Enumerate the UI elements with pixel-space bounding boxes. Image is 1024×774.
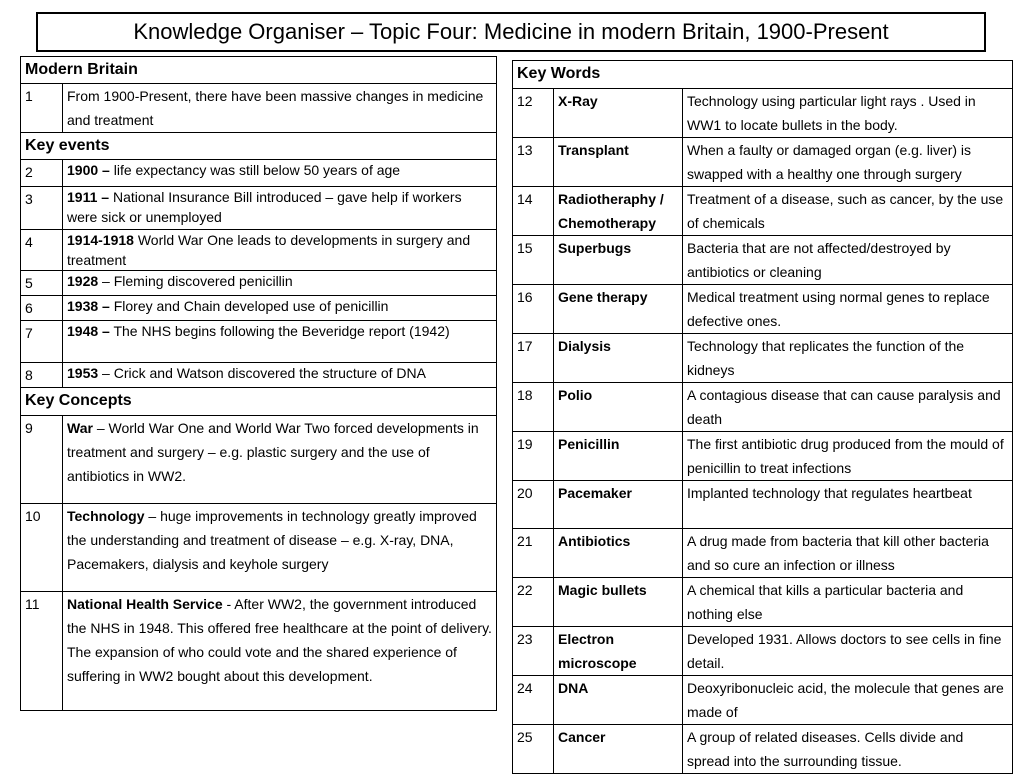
modern-britain-heading: Modern Britain <box>21 57 497 84</box>
concept-text <box>63 416 497 504</box>
row-number: 5 <box>21 271 63 296</box>
key-word-definition: A chemical that kills a particular bacteria and nothing else <box>683 578 1013 627</box>
row-number: 17 <box>513 334 554 383</box>
row-number: 4 <box>21 230 63 271</box>
key-word-term: Superbugs <box>554 236 683 285</box>
concept-text <box>63 592 497 711</box>
key-word-definition: The first antibiotic drug produced from the mould of penicillin to treat infections <box>683 432 1013 481</box>
row-number: 25 <box>513 725 554 774</box>
event-desc: National Insurance Bill introduced – gave help if workers were sick or unemployed <box>67 189 462 225</box>
event-text <box>63 187 497 230</box>
key-words-heading: Key Words <box>513 61 1013 89</box>
key-word-term: Pacemaker <box>554 481 683 529</box>
event-desc: Florey and Chain developed use of penicillin <box>109 298 389 314</box>
key-word-term: Electron microscope <box>554 627 683 676</box>
key-word-definition: Developed 1931. Allows doctors to see cells in fine detail. <box>683 627 1013 676</box>
key-word-term: Transplant <box>554 138 683 187</box>
key-word-definition: When a faulty or damaged organ (e.g. liver) is swapped with a healthy one through surgery <box>683 138 1013 187</box>
key-word-definition: A contagious disease that can cause paralysis and death <box>683 383 1013 432</box>
key-concepts-heading: Key Concepts <box>21 388 497 416</box>
key-word-definition: Technology that replicates the function of the kidneys <box>683 334 1013 383</box>
event-year: 1938 – <box>67 298 110 314</box>
row-number: 14 <box>513 187 554 236</box>
key-words-table <box>512 60 1013 774</box>
event-year: 1911 – <box>67 189 110 205</box>
row-number: 16 <box>513 285 554 334</box>
event-desc: – Fleming discovered penicillin <box>98 273 293 289</box>
key-word-definition: Bacteria that are not affected/destroyed by antibiotics or cleaning <box>683 236 1013 285</box>
event-year: 1928 <box>67 273 99 289</box>
event-text <box>63 230 497 271</box>
page-title-text: Knowledge Organiser – Topic Four: Medicine in modern Britain, 1900-Present <box>133 19 889 44</box>
concept-title: Technology <box>67 508 145 524</box>
key-word-term: Gene therapy <box>554 285 683 334</box>
row-number: 6 <box>21 296 63 321</box>
row-number: 3 <box>21 187 63 230</box>
key-word-term: Antibiotics <box>554 529 683 578</box>
event-text <box>63 160 497 187</box>
row-number: 20 <box>513 481 554 529</box>
key-word-term: Cancer <box>554 725 683 774</box>
key-word-definition: A drug made from bacteria that kill other bacteria and so cure an infection or illness <box>683 529 1013 578</box>
timeline-table <box>20 56 497 711</box>
event-year: 1900 – <box>67 162 110 178</box>
event-text <box>63 296 497 321</box>
key-word-definition: Implanted technology that regulates heartbeat <box>683 481 1013 529</box>
row-number: 19 <box>513 432 554 481</box>
key-word-definition: Deoxyribonucleic acid, the molecule that genes are made of <box>683 676 1013 725</box>
key-word-definition: A group of related diseases. Cells divide and spread into the surrounding tissue. <box>683 725 1013 774</box>
event-text <box>63 271 497 296</box>
concept-text <box>63 504 497 592</box>
row-number: 2 <box>21 160 63 187</box>
concept-title: War <box>67 420 93 436</box>
concept-desc: – World War One and World War Two forced developments in treatment and surgery – e.g. plastic surgery and the use of antibiotics in WW2. <box>67 420 479 484</box>
key-word-definition: Treatment of a disease, such as cancer, by the use of chemicals <box>683 187 1013 236</box>
row-number: 21 <box>513 529 554 578</box>
event-year: 1948 – <box>67 323 110 339</box>
row-number: 9 <box>21 416 63 504</box>
concept-title: National Health Service <box>67 596 223 612</box>
row-number: 7 <box>21 321 63 363</box>
row-number: 13 <box>513 138 554 187</box>
event-year: 1953 <box>67 365 99 381</box>
row-number: 1 <box>21 84 63 133</box>
row-number: 12 <box>513 89 554 138</box>
row-number: 11 <box>21 592 63 711</box>
concept-desc: – huge improvements in technology greatly improved the understanding and treatment of disease – e.g. X-ray, DNA, Pacemakers, dialysis and keyhole surgery <box>67 508 477 572</box>
key-word-term: Magic bullets <box>554 578 683 627</box>
row-number: 10 <box>21 504 63 592</box>
key-word-definition: Medical treatment using normal genes to replace defective ones. <box>683 285 1013 334</box>
row-number: 24 <box>513 676 554 725</box>
key-word-term: X-Ray <box>554 89 683 138</box>
event-desc: The NHS begins following the Beveridge report (1942) <box>109 323 450 339</box>
event-text <box>63 363 497 388</box>
key-word-term: Dialysis <box>554 334 683 383</box>
key-word-term: DNA <box>554 676 683 725</box>
key-word-term: Polio <box>554 383 683 432</box>
event-desc: World War One leads to developments in surgery and treatment <box>67 232 471 268</box>
key-word-term: Penicillin <box>554 432 683 481</box>
key-events-heading: Key events <box>21 133 497 160</box>
row-text: From 1900-Present, there have been massive changes in medicine and treatment <box>63 84 497 133</box>
row-number: 8 <box>21 363 63 388</box>
row-number: 23 <box>513 627 554 676</box>
key-word-definition: Technology using particular light rays . Used in WW1 to locate bullets in the body. <box>683 89 1013 138</box>
row-number: 18 <box>513 383 554 432</box>
event-desc: life expectancy was still below 50 years of age <box>109 162 401 178</box>
event-text <box>63 321 497 363</box>
page-title <box>36 12 986 52</box>
event-desc: – Crick and Watson discovered the structure of DNA <box>98 365 426 381</box>
event-year: 1914-1918 <box>67 232 134 248</box>
concept-desc: - After WW2, the government introduced the NHS in 1948. This offered free healthcare at the point of delivery. The expansion of who could vote and the shared experience of suffering in WW2 bought about this development. <box>67 596 492 684</box>
row-number: 22 <box>513 578 554 627</box>
row-number: 15 <box>513 236 554 285</box>
key-word-term: Radiotheraphy / Chemotherapy <box>554 187 683 236</box>
